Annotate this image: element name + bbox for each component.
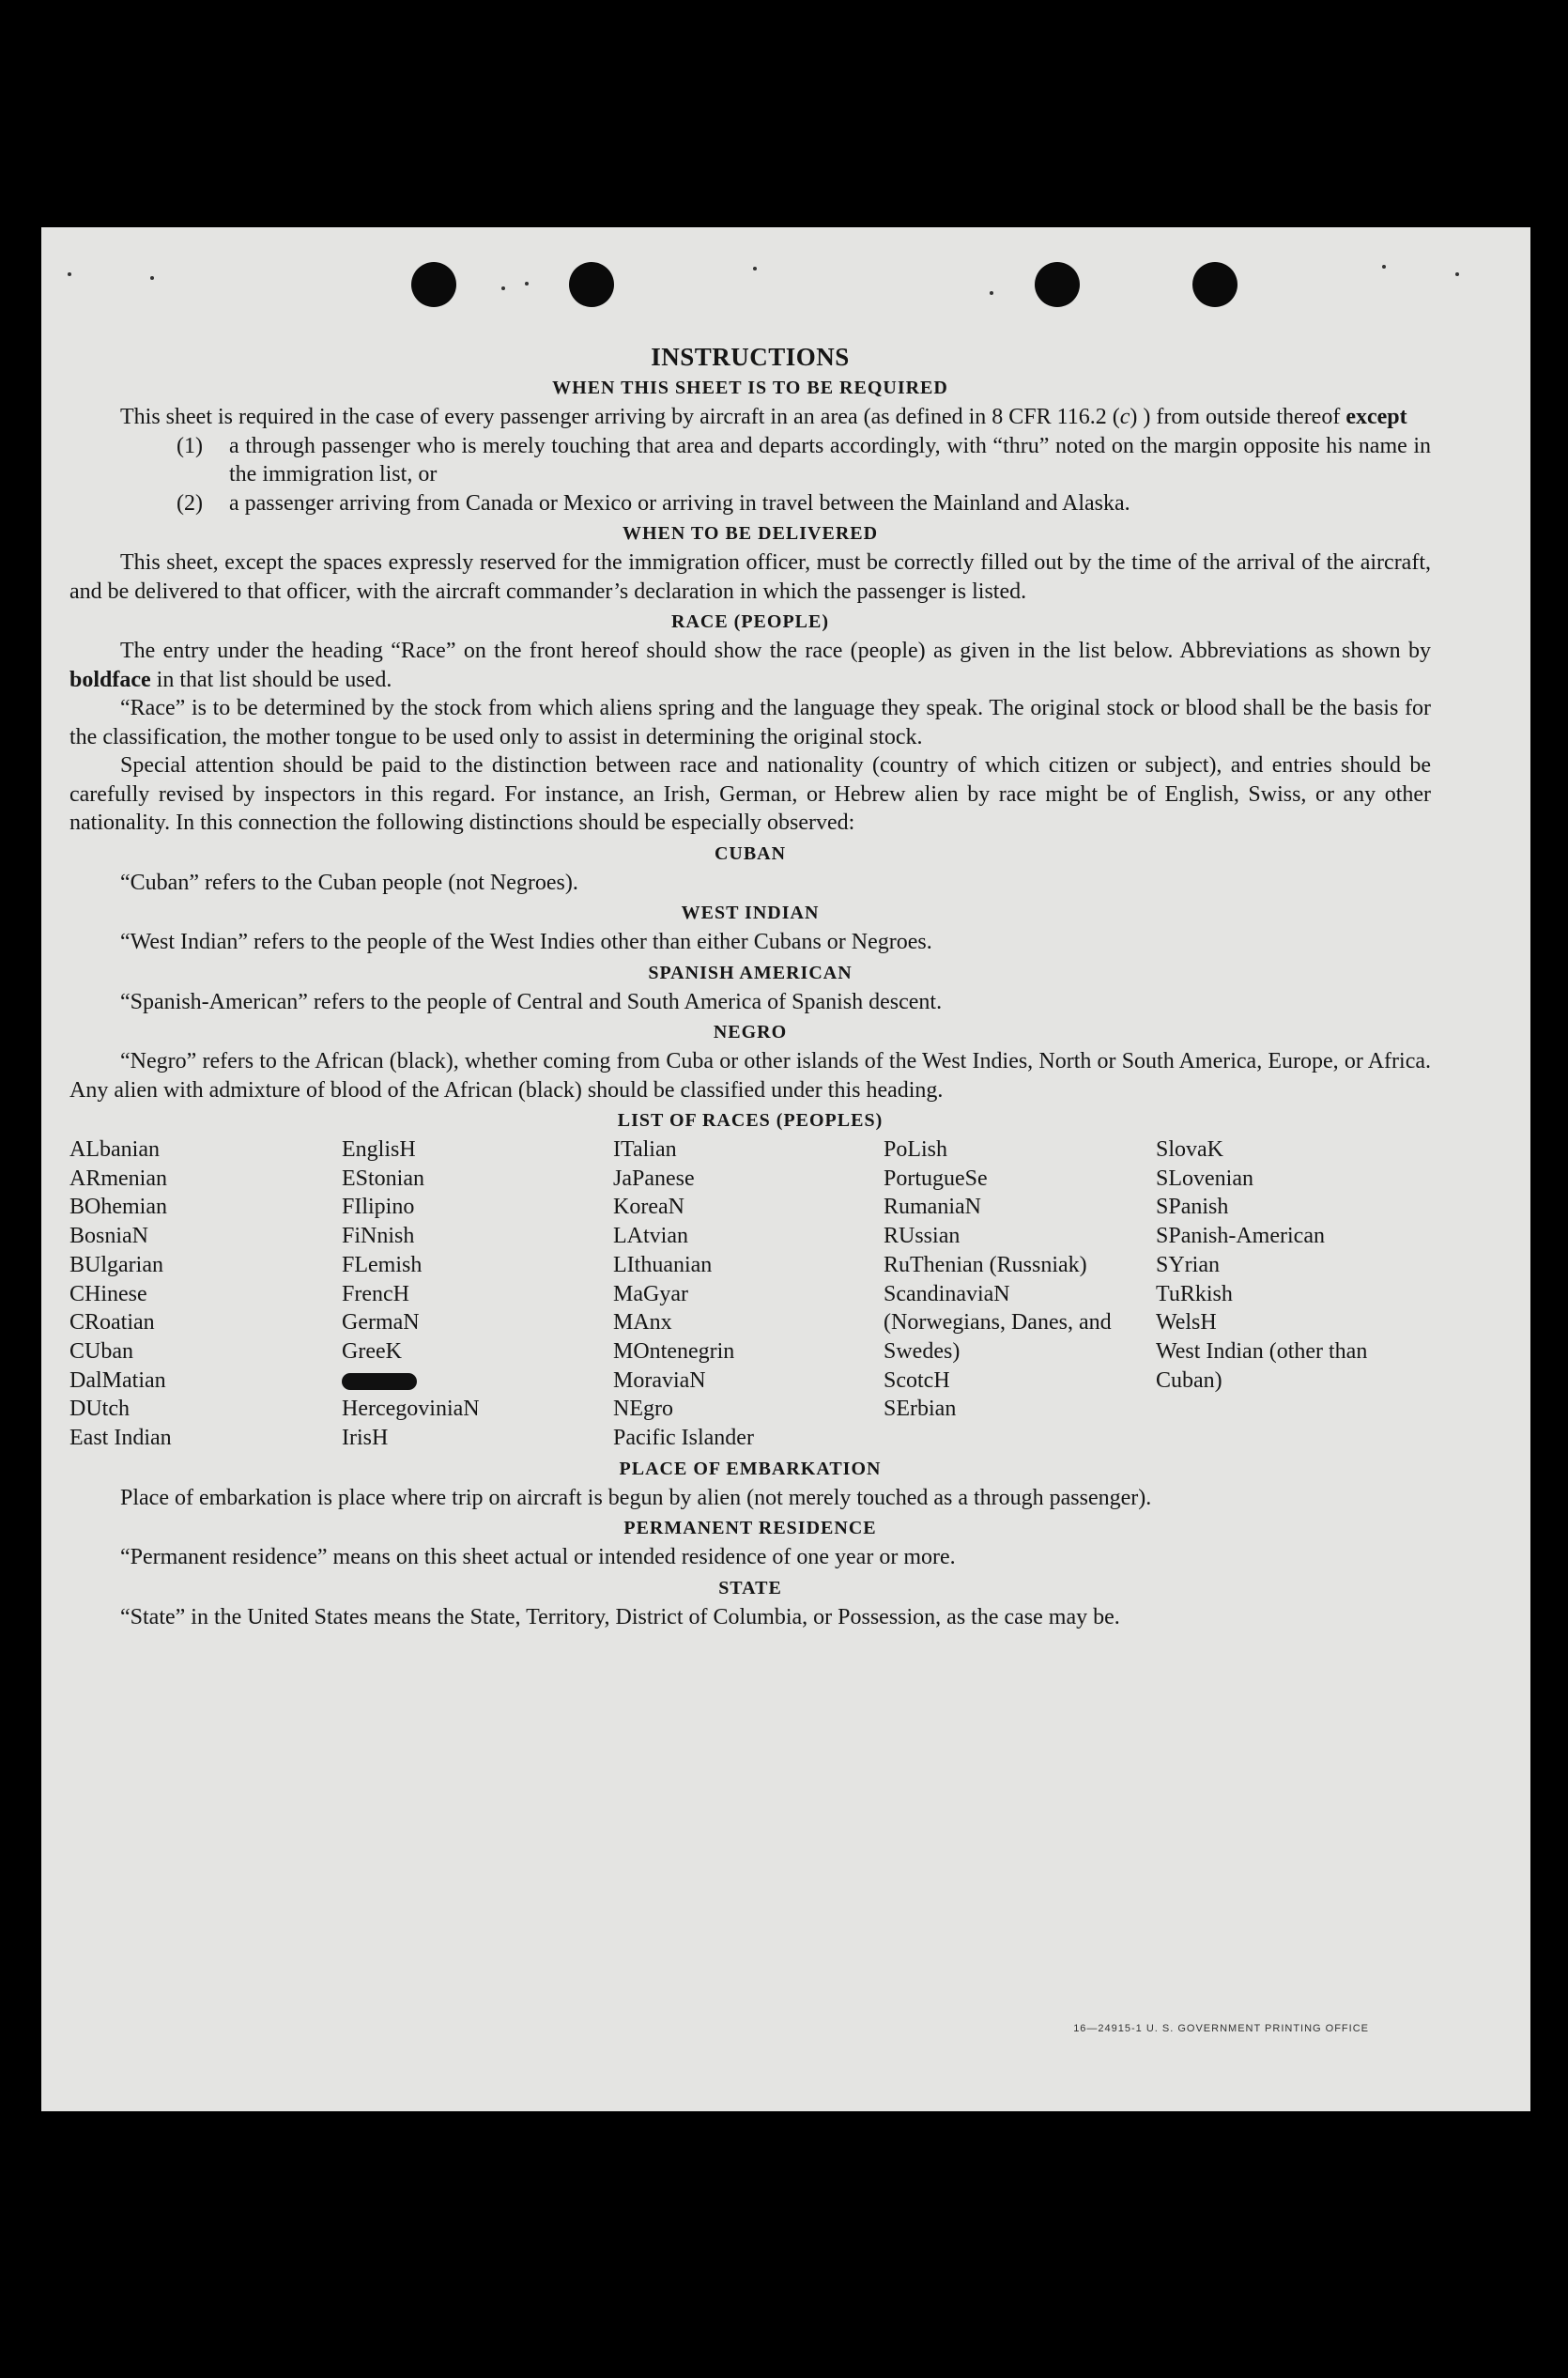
race-entry: BOhemian (69, 1195, 167, 1220)
text-bold: boldface (69, 667, 151, 692)
paragraph-west-indian: “West Indian” refers to the people of the West Indies other than either Cubans or Negroes. (120, 930, 932, 954)
race-entry: SlovaK (1156, 1137, 1223, 1162)
race-entry: MoraviaN (613, 1367, 706, 1393)
paragraph-negro: “Negro” refers to the African (black), whether coming from Cuba or other islands of the West Indies, North or South America, Europe, or Africa. Any alien with admixture of blood of the African (black) should be classified under this heading. (69, 1049, 1431, 1103)
race-entry: ITalian (613, 1137, 677, 1162)
race-entry: TuRkish (1156, 1281, 1233, 1306)
race-entry: MOntenegrin (613, 1338, 735, 1364)
text: in that list should be used. (150, 667, 392, 692)
punch-hole (1192, 262, 1237, 307)
redacted-entry (342, 1367, 613, 1396)
race-entry: MaGyar (613, 1281, 688, 1306)
race-entry: FrencH (342, 1281, 409, 1306)
race-entry: LAtvian (613, 1224, 688, 1249)
punch-hole (1035, 262, 1080, 307)
race-entry: JaPanese (613, 1166, 695, 1191)
paragraph-cuban: “Cuban” refers to the Cuban people (not Negroes). (120, 870, 578, 895)
heading-negro: NEGRO (713, 1022, 788, 1042)
heading-cuban: CUBAN (714, 842, 787, 864)
race-column (69, 1135, 342, 1453)
race-entry: SPanish-American (1156, 1224, 1325, 1249)
race-entry: CRoatian (69, 1310, 155, 1336)
race-list (69, 1135, 1431, 1453)
race-entry: LIthuanian (613, 1252, 713, 1277)
race-entry: NEgro (613, 1397, 673, 1422)
heading-residence: PERMANENT RESIDENCE (623, 1518, 877, 1539)
race-entry: CHinese (69, 1281, 147, 1306)
race-column (884, 1135, 1156, 1453)
race-entry: MAnx (613, 1310, 672, 1336)
speck (753, 267, 757, 270)
speck (501, 286, 505, 290)
race-entry: KoreaN (613, 1195, 684, 1220)
speck (525, 282, 529, 286)
item-number: (2) (177, 490, 203, 516)
race-entry: SPanish (1156, 1195, 1229, 1220)
page-title: INSTRUCTIONS (651, 343, 850, 371)
race-column (342, 1135, 613, 1453)
paragraph-embarkation: Place of embarkation is place where trip on aircraft is begun by alien (not merely touched as a through passenger). (120, 1485, 1152, 1510)
race-entry: SErbian (884, 1397, 957, 1422)
paragraph-delivered: This sheet, except the spaces expressly reserved for the immigration officer, must be correctly filled out by the time of the arrival of the aircraft, and be delivered to that officer, with the aircraft commander’s declaration in which the passenger is listed. (69, 550, 1431, 604)
list-item (69, 489, 1431, 518)
punch-hole (411, 262, 456, 307)
heading-when-delivered: WHEN TO BE DELIVERED (622, 523, 879, 544)
speck (1382, 265, 1386, 269)
paragraph-residence: “Permanent residence” means on this sheet actual or intended residence of one year or more. (120, 1545, 956, 1570)
race-entry: CUban (69, 1338, 133, 1364)
text: The entry under the heading “Race” on the front hereof should show the race (people) as given in the list below. Abbreviations as shown by (120, 639, 1431, 663)
item-text: a passenger arriving from Canada or Mexico or arriving in travel between the Mainland and Alaska. (229, 490, 1130, 516)
race-entry: ScandinaviaN (Norwegians, Danes, and Swedes) (884, 1281, 1112, 1364)
race-entry: FiNnish (342, 1224, 415, 1249)
race-entry: IrisH (342, 1426, 389, 1451)
printing-office-code: 16—24915-1 U. S. GOVERNMENT PRINTING OFFICE (1073, 2023, 1369, 2034)
race-entry: ARmenian (69, 1166, 167, 1191)
speck (1455, 272, 1459, 276)
paragraph-race-3: Special attention should be paid to the distinction between race and nationality (country of which citizen or subject), and entries should be carefully revised by inspectors in this regard. For instance, an Irish, German, or Hebrew alien by race might be of English, Swiss, or any other nationality. In this connection the following distinctions should be especially observed: (69, 753, 1431, 835)
race-entry: BUlgarian (69, 1252, 163, 1277)
race-entry: West Indian (other than Cuban) (1156, 1338, 1368, 1393)
speck (990, 291, 993, 295)
heading-list-of-races: LIST OF RACES (PEOPLES) (617, 1110, 884, 1131)
race-entry: PortugueSe (884, 1166, 988, 1191)
race-column (613, 1135, 884, 1453)
race-entry: SYrian (1156, 1252, 1220, 1277)
race-entry: ScotcH (884, 1367, 950, 1393)
item-number: (1) (177, 433, 203, 458)
document-sheet (41, 227, 1530, 2111)
race-entry: DUtch (69, 1397, 130, 1422)
paragraph-race-2: “Race” is to be determined by the stock from which aliens spring and the language they speak. The original stock or blood shall be the basis for the classification, the mother tongue to be used only to assist in determining the original stock. (69, 696, 1431, 749)
redaction-mark (342, 1373, 417, 1390)
race-entry: RUssian (884, 1224, 961, 1249)
heading-spanish-american: SPANISH AMERICAN (648, 962, 853, 983)
paragraph-required (69, 403, 1431, 432)
race-entry: East Indian (69, 1426, 172, 1451)
text: ) ) from outside thereof (1130, 405, 1346, 429)
item-text: a through passenger who is merely touching that area and departs accordingly, with “thru” noted on the margin opposite his name in the immigration list, or (229, 433, 1431, 486)
instructions-content (69, 343, 1431, 1631)
punch-hole (569, 262, 614, 307)
race-entry: EnglisH (342, 1137, 416, 1162)
race-entry: PoLish (884, 1137, 948, 1162)
speck (150, 276, 154, 280)
heading-embarkation: PLACE OF EMBARKATION (619, 1458, 882, 1479)
paragraph-state: “State” in the United States means the State, Territory, District of Columbia, or Possession, as the case may be. (120, 1604, 1120, 1629)
race-entry: HercegoviniaN (342, 1397, 480, 1422)
paragraph-spanish-american: “Spanish-American” refers to the people of Central and South America of Spanish descent. (120, 989, 943, 1014)
race-entry: SLovenian (1156, 1166, 1253, 1191)
race-entry: RumaniaN (884, 1195, 981, 1220)
race-entry: FIlipino (342, 1195, 415, 1220)
heading-race: RACE (PEOPLE) (671, 611, 829, 632)
speck (68, 272, 71, 276)
text-italic: c (1119, 405, 1130, 429)
text-bold: except (1345, 405, 1407, 429)
paragraph-race-1 (69, 637, 1431, 694)
race-entry: Pacific Islander (613, 1426, 754, 1451)
race-entry: WelsH (1156, 1310, 1217, 1336)
race-entry: FLemish (342, 1252, 423, 1277)
race-column (1156, 1135, 1431, 1453)
text: This sheet is required in the case of every passenger arriving by aircraft in an area (as defined in 8 CFR 116.2 ( (120, 405, 1120, 429)
race-entry: ALbanian (69, 1137, 160, 1162)
race-entry: GreeK (342, 1338, 402, 1364)
heading-state: STATE (718, 1577, 782, 1598)
heading-west-indian: WEST INDIAN (681, 903, 820, 923)
race-entry: BosniaN (69, 1224, 148, 1249)
race-entry: GermaN (342, 1310, 420, 1336)
heading-when-required: WHEN THIS SHEET IS TO BE REQUIRED (552, 378, 948, 398)
race-entry: EStonian (342, 1166, 424, 1191)
race-entry: DalMatian (69, 1367, 166, 1393)
race-entry: RuThenian (Russniak) (884, 1252, 1087, 1277)
list-item (69, 432, 1431, 489)
